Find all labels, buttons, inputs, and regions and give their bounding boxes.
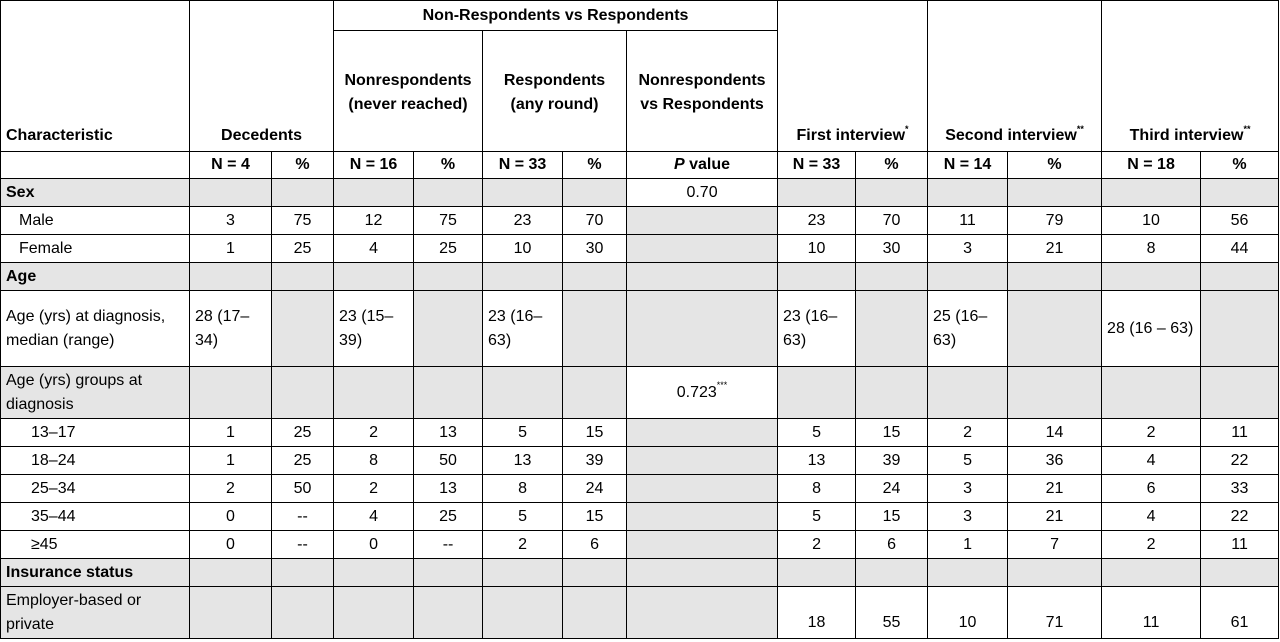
table-row <box>1 475 1279 503</box>
header-second-interview <box>928 1 1102 152</box>
cell <box>1008 291 1102 367</box>
table-cell: 7 <box>1008 531 1102 559</box>
age-median-i1: 23 (16–63) <box>778 291 856 367</box>
cell <box>190 367 272 419</box>
cell <box>563 559 627 587</box>
header-respondents: Respondents (any round) <box>483 31 627 152</box>
row-label: 25–34 <box>1 475 190 503</box>
age-groups-label: Age (yrs) groups at diagnosis <box>1 367 190 419</box>
p-value-cell <box>627 475 778 503</box>
table-row <box>1 419 1279 447</box>
table-cell: -- <box>414 531 483 559</box>
cell <box>856 559 928 587</box>
table-cell: 25 <box>272 419 334 447</box>
cell <box>778 263 856 291</box>
header-characteristic: Characteristic <box>1 1 190 152</box>
table-cell: 2 <box>1102 419 1201 447</box>
table-cell <box>563 587 627 639</box>
header-first-interview <box>778 1 928 152</box>
table-cell: 12 <box>334 207 414 235</box>
table-cell: 10 <box>1102 207 1201 235</box>
table-cell: 5 <box>778 419 856 447</box>
table-cell: 2 <box>334 419 414 447</box>
table-cell: 70 <box>856 207 928 235</box>
table-cell: 11 <box>1201 419 1279 447</box>
table-row <box>1 531 1279 559</box>
table-cell: 13 <box>414 419 483 447</box>
cell <box>778 559 856 587</box>
p-rest: value <box>684 156 731 173</box>
cell <box>928 559 1008 587</box>
table-cell: 2 <box>778 531 856 559</box>
p-value-cell <box>627 447 778 475</box>
cell <box>856 291 928 367</box>
table-cell: 5 <box>483 419 563 447</box>
subheader-p-value <box>627 152 778 179</box>
table-cell: 30 <box>563 235 627 263</box>
table-cell: 10 <box>778 235 856 263</box>
cell <box>483 179 563 207</box>
table-row <box>1 207 1279 235</box>
p-value-cell <box>627 587 778 639</box>
row-label: 18–24 <box>1 447 190 475</box>
table-cell: 55 <box>856 587 928 639</box>
p-italic: P <box>674 156 685 173</box>
cell <box>272 291 334 367</box>
table-cell: 30 <box>856 235 928 263</box>
first-interview-label: First interview <box>796 127 906 144</box>
table-cell: 75 <box>414 207 483 235</box>
table-cell: 0 <box>190 503 272 531</box>
cell <box>856 367 928 419</box>
cell <box>190 263 272 291</box>
p-value-cell <box>627 531 778 559</box>
table-cell: 39 <box>563 447 627 475</box>
table-cell: 5 <box>778 503 856 531</box>
table-cell: 61 <box>1201 587 1279 639</box>
subheader-i2-n: N = 14 <box>928 152 1008 179</box>
table-cell: 33 <box>1201 475 1279 503</box>
table-cell: 6 <box>1102 475 1201 503</box>
first-interview-footnote-mark: * <box>905 123 909 134</box>
table-cell: 8 <box>334 447 414 475</box>
table-cell: 2 <box>928 419 1008 447</box>
table-cell: 4 <box>334 235 414 263</box>
p-value-cell <box>627 419 778 447</box>
table-cell: 1 <box>190 235 272 263</box>
cell <box>1201 367 1279 419</box>
table-cell: 18 <box>778 587 856 639</box>
table-cell: 11 <box>1102 587 1201 639</box>
row-label: Male <box>1 207 190 235</box>
subheader-i3-pct: % <box>1201 152 1279 179</box>
cell <box>627 291 778 367</box>
table-row <box>1 587 1279 639</box>
cell <box>563 263 627 291</box>
table-cell: 2 <box>190 475 272 503</box>
row-label: ≥45 <box>1 531 190 559</box>
table-cell: 5 <box>483 503 563 531</box>
cell <box>1102 179 1201 207</box>
table-cell: 25 <box>414 503 483 531</box>
cell <box>414 291 483 367</box>
table-cell: 50 <box>272 475 334 503</box>
table-cell: 71 <box>1008 587 1102 639</box>
table-cell: 8 <box>778 475 856 503</box>
table-cell: 11 <box>928 207 1008 235</box>
table-cell: 2 <box>334 475 414 503</box>
cell <box>1102 367 1201 419</box>
subheader-nr-pct: % <box>414 152 483 179</box>
table-cell: 1 <box>190 447 272 475</box>
table-cell: 8 <box>1102 235 1201 263</box>
cell <box>563 367 627 419</box>
table-row <box>1 235 1279 263</box>
row-label: Female <box>1 235 190 263</box>
second-interview-label: Second interview <box>945 127 1077 144</box>
table-cell: 39 <box>856 447 928 475</box>
table-cell: 15 <box>563 419 627 447</box>
table-cell: 79 <box>1008 207 1102 235</box>
table-cell: 24 <box>856 475 928 503</box>
subheader-r-n: N = 33 <box>483 152 563 179</box>
age-median-i2: 25 (16–63) <box>928 291 1008 367</box>
table-cell: 2 <box>483 531 563 559</box>
cell <box>627 559 778 587</box>
third-interview-footnote-mark: ** <box>1243 123 1251 134</box>
subheader-r-pct: % <box>563 152 627 179</box>
table-cell: 23 <box>778 207 856 235</box>
table-cell: 10 <box>928 587 1008 639</box>
cell <box>928 263 1008 291</box>
table-cell: 3 <box>928 475 1008 503</box>
table-cell: 1 <box>928 531 1008 559</box>
table-cell: 13 <box>483 447 563 475</box>
table-cell: 3 <box>190 207 272 235</box>
cell <box>1008 179 1102 207</box>
table-cell <box>272 587 334 639</box>
table-cell <box>414 587 483 639</box>
table-cell: 15 <box>563 503 627 531</box>
row-label: 35–44 <box>1 503 190 531</box>
age-median-nr: 23 (15–39) <box>334 291 414 367</box>
row-label: Employer-based or private <box>1 587 190 639</box>
cell <box>334 367 414 419</box>
section-age: Age <box>1 263 190 291</box>
table-cell: 56 <box>1201 207 1279 235</box>
cell <box>928 179 1008 207</box>
table-cell: 15 <box>856 419 928 447</box>
table-cell: 0 <box>334 531 414 559</box>
cell <box>856 179 928 207</box>
age-median-label: Age (yrs) at diagnosis, median (range) <box>1 291 190 367</box>
table-row <box>1 447 1279 475</box>
cell <box>1201 291 1279 367</box>
cell <box>1201 179 1279 207</box>
table-cell <box>483 587 563 639</box>
table-cell: 4 <box>1102 447 1201 475</box>
table-cell: 21 <box>1008 475 1102 503</box>
table-cell: 25 <box>272 447 334 475</box>
table-cell: 21 <box>1008 235 1102 263</box>
cell <box>483 367 563 419</box>
table-cell: 14 <box>1008 419 1102 447</box>
cell <box>563 291 627 367</box>
age-groups-p: 0.723 <box>676 383 717 401</box>
second-interview-footnote-mark: ** <box>1076 123 1084 134</box>
age-median-i3: 28 (16 – 63) <box>1102 291 1201 367</box>
table-cell: 2 <box>1102 531 1201 559</box>
cell <box>272 367 334 419</box>
table-cell: 5 <box>928 447 1008 475</box>
cell <box>1008 559 1102 587</box>
subheader-i2-pct: % <box>1008 152 1102 179</box>
cell <box>563 179 627 207</box>
cell <box>272 179 334 207</box>
header-nr-vs-r: Nonrespondents vs Respondents <box>627 31 778 152</box>
table-cell: 11 <box>1201 531 1279 559</box>
table-cell: 4 <box>1102 503 1201 531</box>
table-cell: -- <box>272 531 334 559</box>
section-insurance: Insurance status <box>1 559 190 587</box>
subheader-i3-n: N = 18 <box>1102 152 1201 179</box>
cell <box>483 263 563 291</box>
table-cell <box>334 587 414 639</box>
subheader-dec-n: N = 4 <box>190 152 272 179</box>
header-decedents: Decedents <box>190 1 334 152</box>
subheader-nr-n: N = 16 <box>334 152 414 179</box>
table-cell: 23 <box>483 207 563 235</box>
cell <box>856 263 928 291</box>
table-row <box>1 503 1279 531</box>
table-cell: 13 <box>778 447 856 475</box>
cell <box>272 263 334 291</box>
table-cell: 70 <box>563 207 627 235</box>
table-cell: 21 <box>1008 503 1102 531</box>
cell <box>928 367 1008 419</box>
table-cell: 22 <box>1201 447 1279 475</box>
table-cell: 36 <box>1008 447 1102 475</box>
table-cell: 24 <box>563 475 627 503</box>
cell <box>272 559 334 587</box>
table-cell: 44 <box>1201 235 1279 263</box>
table-cell: 3 <box>928 235 1008 263</box>
table-cell <box>190 587 272 639</box>
cell <box>334 263 414 291</box>
header-nonrespondents-vs-respondents-group: Non-Respondents vs Respondents <box>334 1 778 31</box>
cell <box>414 179 483 207</box>
sex-p-value: 0.70 <box>627 179 778 207</box>
p-value-cell <box>627 235 778 263</box>
third-interview-label: Third interview <box>1129 127 1244 144</box>
subheader-i1-n: N = 33 <box>778 152 856 179</box>
cell <box>414 263 483 291</box>
table-cell: 13 <box>414 475 483 503</box>
p-value-cell <box>627 207 778 235</box>
age-groups-p-footnote: *** <box>716 380 728 391</box>
cell <box>1201 559 1279 587</box>
table-cell: 6 <box>856 531 928 559</box>
table-cell: 1 <box>190 419 272 447</box>
table-cell: 15 <box>856 503 928 531</box>
cell <box>1102 263 1201 291</box>
table-cell: -- <box>272 503 334 531</box>
table-cell: 22 <box>1201 503 1279 531</box>
cell <box>414 367 483 419</box>
cell <box>334 179 414 207</box>
header-nonrespondents: Nonrespondents (never reached) <box>334 31 483 152</box>
table-cell: 10 <box>483 235 563 263</box>
cell <box>1008 263 1102 291</box>
cell <box>778 367 856 419</box>
table-cell: 75 <box>272 207 334 235</box>
cell <box>627 263 778 291</box>
table-cell: 0 <box>190 531 272 559</box>
table-cell: 4 <box>334 503 414 531</box>
age-groups-p-value <box>627 367 778 419</box>
subheader-blank <box>1 152 190 179</box>
table-cell: 25 <box>414 235 483 263</box>
age-median-r: 23 (16–63) <box>483 291 563 367</box>
row-label: 13–17 <box>1 419 190 447</box>
section-sex: Sex <box>1 179 190 207</box>
cell <box>190 559 272 587</box>
p-value-cell <box>627 503 778 531</box>
cell <box>414 559 483 587</box>
header-third-interview <box>1102 1 1279 152</box>
cell <box>483 559 563 587</box>
table-cell: 8 <box>483 475 563 503</box>
table-cell: 50 <box>414 447 483 475</box>
cell <box>334 559 414 587</box>
cell <box>1008 367 1102 419</box>
cell <box>190 179 272 207</box>
age-median-dec: 28 (17–34) <box>190 291 272 367</box>
cell <box>1201 263 1279 291</box>
cell <box>778 179 856 207</box>
subheader-i1-pct: % <box>856 152 928 179</box>
cell <box>1102 559 1201 587</box>
table-cell: 3 <box>928 503 1008 531</box>
table-cell: 6 <box>563 531 627 559</box>
subheader-dec-pct: % <box>272 152 334 179</box>
table-cell: 25 <box>272 235 334 263</box>
